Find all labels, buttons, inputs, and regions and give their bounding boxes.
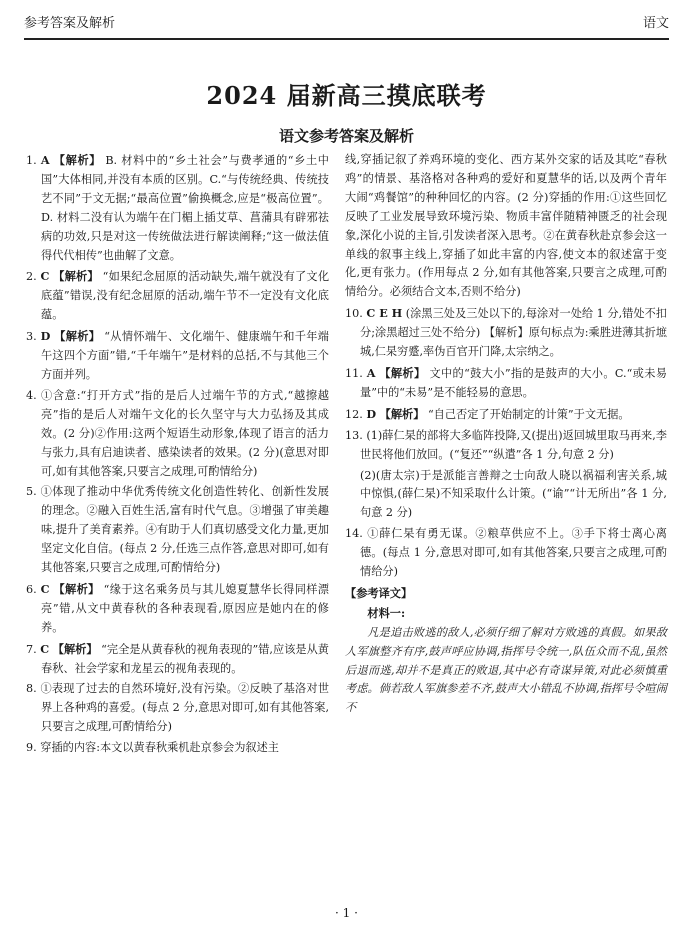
answer-number: 5. [26, 485, 37, 499]
answer-item [345, 405, 667, 425]
answer-item [26, 327, 329, 385]
answer-number: 4. [26, 388, 37, 402]
answer-number: 2. [26, 270, 37, 284]
answer-number: 11. [345, 366, 363, 380]
analysis-tag: 【解析】 [379, 406, 425, 421]
analysis-tag: 【解析】 [53, 269, 99, 284]
header-divider [24, 38, 669, 40]
answer-text: B. 材料中的“乡土社会”与费孝通的“乡土中国”大体相同,并没有本质的区别。C.“与传统经典、传统技艺不同”于文无据;“最高位置”偷换概念,应是“极高位置”。D. 材料二没有认为端午在门楣上插艾草、菖蒲具有辟邪祛病的功效,只是对这一传统做法进行解读阐释;“这一做法值得代代相传”也曲解了文意。 [41, 154, 329, 262]
right-answer-list [345, 304, 667, 582]
analysis-tag: 【解析】 [54, 329, 101, 344]
answer-item [26, 680, 329, 737]
answer-text: “自己否定了开始制定的计策”于文无据。 [427, 407, 630, 421]
answer-number: 1. [26, 154, 37, 167]
answer-choice: D [40, 329, 51, 344]
exam-title: 2024 届新高三摸底联考 [206, 81, 487, 110]
answer-text: “完全是从黄春秋的视角表现的”错,应该是从黄春秋、社会学家和龙星云的视角表现的。 [41, 642, 329, 675]
answer-number: 3. [26, 330, 37, 344]
answer-item [345, 427, 667, 465]
answer-text: ①表现了过去的自然环境好,没有污染。②反映了基洛对世界上各种鸡的喜爱。(每点 2 分,意思对即可,如有其他答案,只要言之成理,可酌情给分) [40, 682, 330, 734]
answer-text: “从情怀端午、文化端午、健康端午和千年端午这四个方面”错,“千年端午”是材料的总括,不与其他三个方面并列。 [41, 330, 329, 381]
answer-subtitle: 语文参考答案及解析 [278, 127, 414, 145]
answer-item [345, 467, 667, 524]
answer-text: (2)(唐太宗)于是派能言善辩之士向敌人晓以祸福利害关系,城中惊惧,(薛仁杲)不知采取什么计策。(“谕”“计无所出”各 1 分,句意 2 分) [360, 468, 667, 520]
answer-text: ①体现了推动中华优秀传统文化创造性转化、创新性发展的理念。②融入百姓生活,富有时代气息。③增强了审美趣味,提升了美育素养。④有助于人们真切感受文化力量,更加坚定文化自信。(每点 2 分,任选三点作答,意思对即可,如有其他答案,只要言之成理,可酌情给分) [40, 485, 329, 575]
right-column [345, 151, 667, 718]
header-subject: 语文 [642, 16, 669, 31]
analysis-tag: 【解析】 [53, 153, 102, 167]
answer-number: 6. [26, 582, 37, 596]
answer-text: “缘于这名乘务员与其儿媳夏慧华长得同样漂亮”错,从文中黄春秋的各种表现看,原因应是她内在的修养。 [41, 582, 329, 634]
answer-item [26, 483, 329, 578]
answer-choice: C [40, 641, 50, 656]
answer-text: (涂黑三处及三处以下的,每涂对一处给 1 分,错处不扣分;涂黑超过三处不给分) 【解析】原句标点为:乘胜进薄其折墌城,仁杲穷蹙,率伪百官开门降,太宗纳之。 [360, 307, 667, 359]
answer-text: 穿插的内容:本文以黄春秋乘机赴京参会为叙述主 [40, 741, 279, 755]
answer-item [345, 525, 667, 582]
answer-number: 14. [345, 527, 363, 541]
answer-text: 文中的“鼓大小”指的是鼓声的大小。C.“或未易量”中的“未易”是不能轻易的意思。 [360, 366, 667, 399]
answer-item [26, 151, 329, 265]
answer-number: 8. [26, 682, 37, 696]
answer-number: 9. [26, 741, 37, 755]
answer-item [26, 387, 329, 482]
analysis-tag: 【解析】 [379, 365, 426, 380]
answer-number: 10. [345, 307, 363, 321]
answer-item [26, 739, 329, 758]
material-one-label: 材料一: [367, 605, 406, 620]
reference-translation-heading: 【参考译文】 [345, 585, 413, 600]
answer-choice: D [366, 406, 377, 421]
answer-choice: A [40, 153, 50, 167]
page-number: · 1 · [335, 906, 358, 920]
answer-choice: A [366, 365, 376, 380]
answer-choice: C E H [366, 306, 403, 321]
answer-number: 12. [345, 407, 363, 421]
answer-choice: C [40, 269, 50, 284]
answer-text: ①薛仁杲有勇无谋。②粮草供应不上。③手下将士离心离德。(每点 1 分,意思对即可,如有其他答案,只要言之成理,可酌情给分) [360, 527, 667, 579]
header-left-text: 参考答案及解析 [24, 16, 116, 31]
page-header [24, 10, 669, 32]
answer-9-continued: 线,穿插记叙了养鸡环境的变化、西方某外交家的话及其吃“春秋鸡”的情景、基洛格对各种鸡的爱好和夏慧华的话,以及两个青年大闹“鸡餐馆”的种种回忆的内容。(2 分)穿插的作用:①这些回忆反映了工业发展导致环境污染、物质丰富伴随精神匮乏的社会现象,深化小说的主旨,引发读者深入思考。②在黄春秋赴京参会这一单线的叙事主线上,穿插了如此丰富的内容,使文本的叙述富于变化,更有张力。(作用每点 2 分,如有其他答案,只要言之成理,可酌情给分。必须结合文本,否则不给分) [345, 153, 667, 299]
answer-choice: C [40, 581, 50, 596]
analysis-tag: 【解析】 [52, 641, 98, 656]
analysis-tag: 【解析】 [53, 581, 100, 596]
left-column [26, 151, 329, 760]
answer-item [26, 580, 329, 638]
answer-text: (1)薛仁杲的部将大多临阵投降,又(提出)返回城里取马再来,李世民将他们放回。(“复还”“纵遣”各 1 分,句意 2 分) [360, 428, 667, 461]
answer-item [345, 304, 667, 362]
answer-number: 7. [26, 642, 37, 656]
translation-text: 凡是追击败逃的敌人,必须仔细了解对方败逃的真假。如果敌人军旗整齐有序,鼓声呼应协调,指挥号令统一,队伍众而不乱,虽然后退而逃,却并不是真正的败退,其中必有奇谋异策,对此必须慎重考虑。倘若敌人军旗参差不齐,鼓声大小错乱不协调,指挥号令喧闹不 [345, 625, 667, 715]
answer-text: “如果纪念屈原的活动缺失,端午就没有了文化底蕴”错误,没有纪念屈原的活动,端午节不一定没有文化底蕴。 [41, 270, 330, 322]
answer-number: 13. [345, 428, 363, 442]
answer-item [345, 364, 667, 403]
answer-text: ①含意:“打开方式”指的是后人过端午节的方式,“越擦越亮”指的是后人对端午文化的长久坚守与大力弘扬及其成效。(2 分)②作用:这两个短语生动形象,体现了语言的活力与张力,具有启迪读者、感染读者的效果。(2 分)(意思对即可,如有其他答案,只要言之成理,可酌情给分) [40, 388, 329, 478]
answer-item [26, 640, 329, 679]
answer-item [26, 267, 329, 325]
